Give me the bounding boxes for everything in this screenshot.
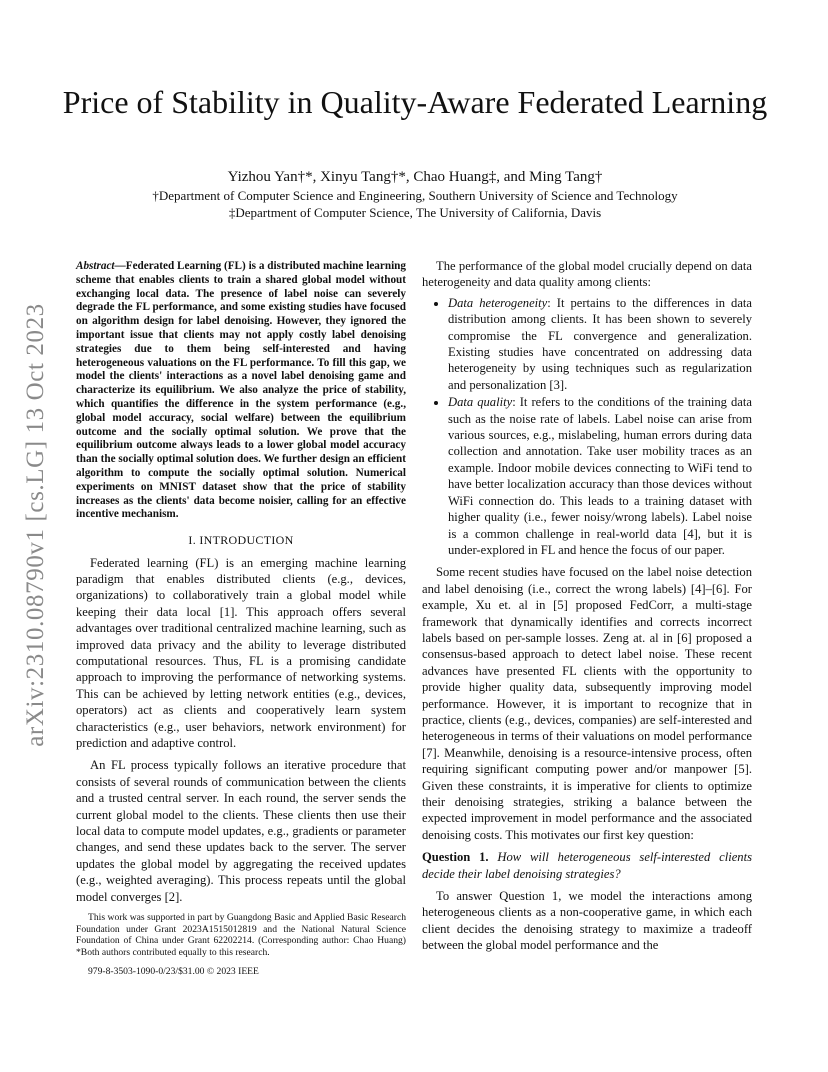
right-column [422, 258, 752, 954]
affiliation-2: ‡Department of Computer Science, The University of California, Davis [228, 205, 602, 220]
closing-paragraph: To answer Question 1, we model the interactions among heterogeneous clients as a non-cooperative game, in which each client decides the denoising strategy to maximize a tradeoff between the global model performance and the [422, 889, 752, 953]
affiliation-1: †Department of Computer Science and Engineering, Southern University of Science and Technology [152, 188, 678, 203]
abstract-text: —Federated Learning (FL) is a distributed machine learning scheme that enables clients to train a shared global model without exchanging local data. The presence of label noise can severely degrade the FL performance, and some existing studies have focused on algorithm design for label denoising. However, they ignored the important issue that clients may not apply costly label denoising strategies due to them being self-interested and having heterogeneous valuations on the FL performance. To fill this gap, we model the clients' interactions as a novel label denoising game and characterize its equilibrium. We also analyze the price of stability, which quantifies the difference in the system performance (e.g., global model accuracy, social welfare) between the equilibrium outcome and the socially optimal solution. We prove that the equilibrium outcome always leads to a lower global model accuracy than the socially optimal solution does. We further design an efficient algorithm to compute the socially optimal solution. Numerical experiments on MNIST dataset show that the price of stability increases as the clients' data become noisier, calling for an effective incentive mechanism. [76, 260, 406, 521]
bullet-text: : It refers to the conditions of the training data such as the noise rate of labels. Label noise can arise from various sources, e.g., mislabeling, human errors during data collection and annotation. Take user mobility traces as an example. Indoor mobile devices connecting to WiFi tend to have better localization accuracy than those devices without WiFi connection do. This leads to a training dataset with higher quality (i.e., fewer noisy/wrong labels). Label noise is a common challenge in real-world data [4], but it is under-explored in FL and hence the focus of our paper. [448, 395, 752, 557]
bullet-list [422, 295, 752, 559]
arxiv-identifier-stamp [20, 290, 52, 760]
bullet-term: Data heterogeneity [448, 295, 548, 310]
section-heading-introduction: I. INTRODUCTION [188, 533, 294, 548]
arxiv-identifier-text: arXiv:2310.08790v1 [cs.LG] 13 Oct 2023 [22, 303, 49, 747]
right-intro-paragraph: The performance of the global model crucially depend on data heterogeneity and data quality among clients: [422, 259, 752, 290]
abstract [76, 260, 406, 522]
intro-paragraph-1: Federated learning (FL) is an emerging machine learning paradigm that enables distributed clients (e.g., devices, organizations) to collaboratively train a global model while keeping their data local [1]. This approach offers several advantages over traditional centralized machine learning, such as improved data privacy and the ability to leverage distributed computational resources. Thus, FL is a promising candidate approach to improving the performance of networking systems. This can be achieved by letting network entities (e.g., devices, operators) act as clients and cooperatively learn system characteristics (e.g., user behaviors, network environment) for prediction and adaptive control. [76, 555, 406, 751]
funding-footnote [76, 912, 406, 958]
bullet-text: : It pertains to the differences in data distribution among clients. It has been shown to severely compromise the FL convergence and generalization. Existing studies have concentrated on addressing data heterogeneity by using techniques such as regularization and personalization [3]. [448, 295, 752, 392]
isbn-copyright: 979-8-3503-1090-0/23/$31.00 © 2023 IEEE [88, 966, 259, 977]
footnote-text: This work was supported in part by Guangdong Basic and Applied Basic Research Foundation under Grant 2023A1515012819 and the National Natural Science Foundation of China under Grant 62202214. (Corresponding author: Chao Huang) *Both authors contributed equally to this research. [76, 912, 406, 958]
question-text: How will heterogeneous self-interested clients decide their label denoising strategies? [422, 850, 752, 881]
author-list: Yizhou Yan†*, Xinyu Tang†*, Chao Huang‡, and Ming Tang† [227, 169, 603, 185]
question-label: Question 1. [422, 850, 489, 865]
paper-title: Price of Stability in Quality-Aware Federated Learning [62, 84, 768, 120]
bullet-term: Data quality [448, 395, 513, 410]
question-1 [422, 849, 752, 882]
bullet-data-quality [448, 394, 752, 558]
intro-paragraph-2: An FL process typically follows an iterative procedure that consists of several rounds of communication between the clients and a trusted central server. In each round, the server sends the current global model to the clients. These clients then use their local data to compute model updates, e.g., gradients or parameter changes, and send these updates back to the server. The server updates the global model by aggregating the received updates (e.g., weighted averaging). This process repeats until the global model converges [2]. [76, 758, 406, 904]
bullet-data-heterogeneity [448, 295, 752, 393]
abstract-lead: Abstract [76, 260, 115, 272]
related-work-paragraph: Some recent studies have focused on the label noise detection and label denoising (i.e., correct the wrong labels) [4]–[6]. For example, Xu et. al in [5] proposed FedCorr, a multi-stage framework that dynamically identifies and corrects incorrect labels based on per-sample losses. Zeng at. al in [6] proposed a consensus-based approach to detect label noise. These recent advances have presented FL clients with the opportunity to provide higher quality data, subsequently improving model performance. However, it is important to recognize that in practice, clients (e.g., devices, companies) are self-interested and heterogeneous in terms of their valuations on model performance [7]. Meanwhile, denoising is a resource-intensive process, often requiring significant computing power and/or manpower [5]. Given these constraints, it is imperative for clients to optimize their denoising strategies, striking a balance between the expected improvement in model performance and the associated denoising costs. This motivates our first key question: [422, 565, 752, 842]
left-column [76, 260, 406, 905]
